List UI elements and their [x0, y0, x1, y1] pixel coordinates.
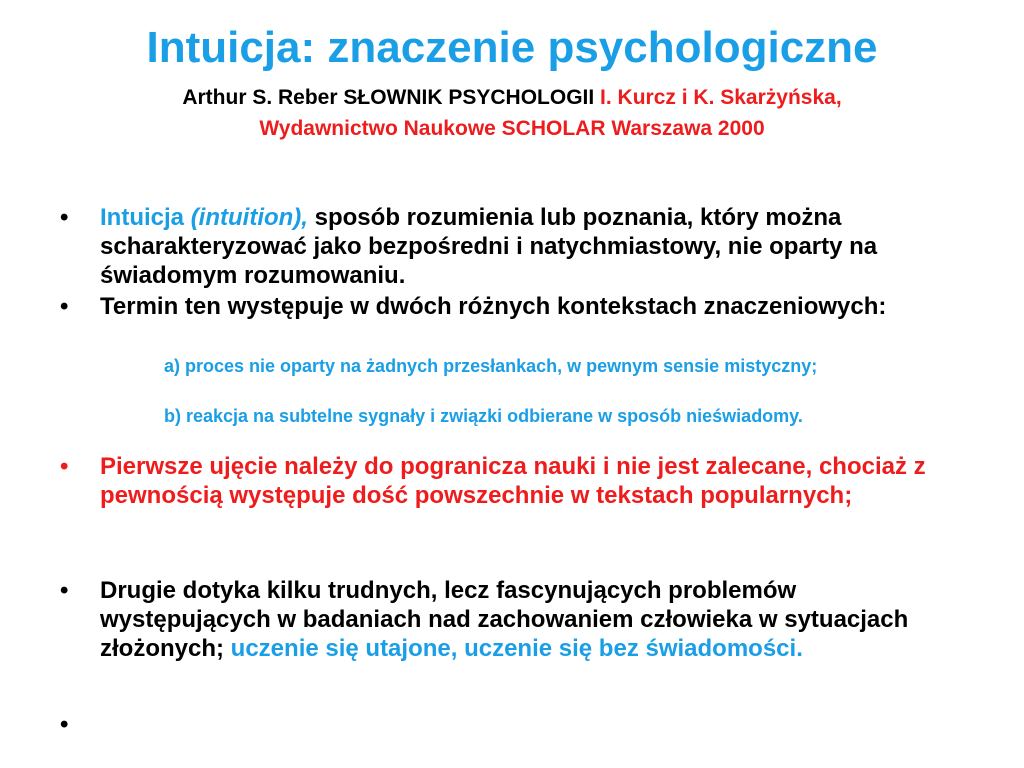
- term-english: (intuition),: [190, 204, 308, 231]
- bullet-text: Pierwsze ujęcie należy do pogranicza nauki i nie jest zalecane, chociaż z pewnością występuje dość powszechnie w tekstach popularnych;: [100, 453, 926, 509]
- second-meaning-text: Drugie dotyka kilku trudnych, lecz fascynujących problemów występujących w badaniach nad zachowaniem człowieka w sytuacjach złożonych;: [100, 577, 909, 662]
- source-line-1: [0, 84, 1024, 112]
- bullet-text: [100, 203, 970, 290]
- bullet-marker: •: [60, 711, 69, 738]
- source-publisher: Wydawnictwo Naukowe SCHOLAR Warszawa 2000: [259, 117, 765, 140]
- source-translators: I. Kurcz i K. Skarżyńska,: [600, 86, 842, 109]
- bullet-marker: •: [60, 453, 69, 480]
- bullet-marker: •: [60, 577, 69, 604]
- bullet-text: [100, 576, 970, 663]
- sub-item-b: b) reakcja na subtelne sygnały i związki odbierane w sposób nieświadomy.: [164, 406, 803, 426]
- term-label: Intuicja: [100, 204, 185, 231]
- source-author-work: Arthur S. Reber SŁOWNIK PSYCHOLOGII: [182, 86, 595, 109]
- bullet-text: Termin ten występuje w dwóch różnych kontekstach znaczeniowych:: [100, 293, 887, 320]
- bullet-marker: •: [60, 204, 69, 231]
- sub-item-a: a) proces nie oparty na żadnych przesłankach, w pewnym sensie mistyczny;: [164, 356, 818, 376]
- second-meaning-highlight: uczenie się utajone, uczenie się bez świadomości.: [230, 635, 803, 662]
- slide-title: Intuicja: znaczenie psychologiczne: [146, 23, 878, 72]
- bullet-marker: •: [60, 293, 69, 320]
- definition-text: sposób rozumienia lub poznania, który można scharakteryzować jako bezpośredni i natychmiastowy, nie oparty na świadomym rozumowaniu.: [100, 204, 878, 289]
